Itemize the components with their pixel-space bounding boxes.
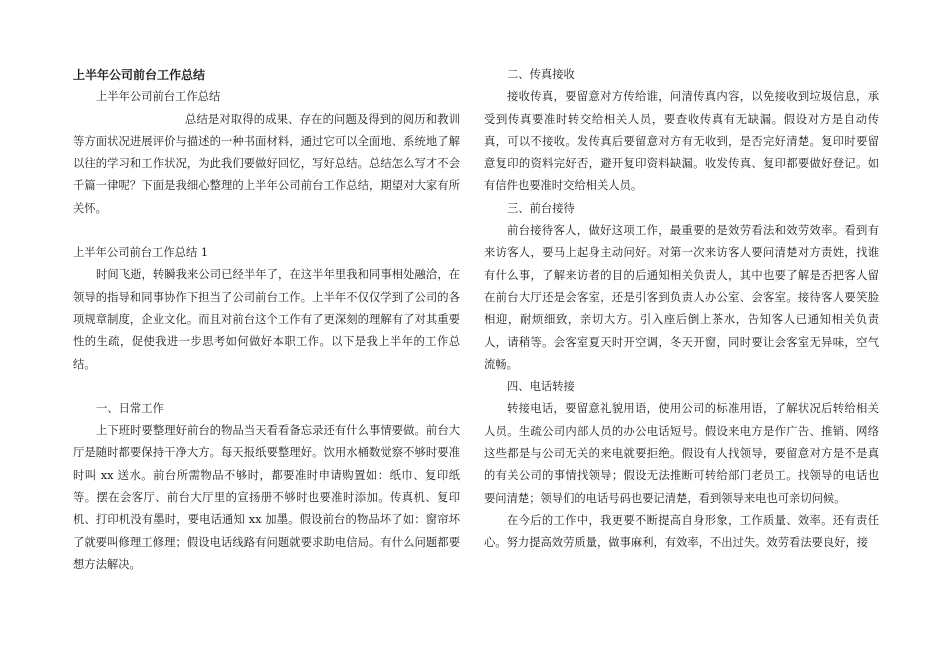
- document-subtitle: 上半年公司前台工作总结: [96, 90, 221, 104]
- spacer: [73, 220, 460, 242]
- daily-work-paragraph: 上下班时要整理好前台的物品当天看看备忘录还有什么事情要做。前台大厅是随时都要保持干净大方。每天报纸要整理好。饮用水桶数觉察不够时要准时叫 xx 送水。前台所需物品不够时，都要准时申请购置如：纸巾、复印纸等。摆在会客厅、前台大厅里的宣扬册不够时也要准时添加。传真机、复印机、打印机没有墨时，要电话通知 xx 加墨。假设前台的物品坏了如：窗帘坏了就要叫修理工修理；假设电话线路有问题就要求助电信局。有什么问题都要想方法解决。: [73, 424, 460, 571]
- right-column: [484, 64, 879, 555]
- section-heading: 上半年公司前台工作总结 1: [73, 246, 209, 260]
- daily-work-heading: 一、日常工作: [96, 401, 164, 415]
- spacer: [73, 376, 460, 398]
- intro-paragraph: 总结是对取得的成果、存在的问题及得到的阅历和教训等方面状况进展评价与描述的一种书面材料，通过它可以全面地、系统地了解以往的学习和工作状况，为此我们要做好回忆，写好总结。总结怎么写才不会千篇一律呢？下面是我细心整理的上半年公司前台工作总结，期望对大家有所关怀。: [73, 112, 460, 215]
- left-column: [73, 64, 460, 576]
- fax-paragraph: 接收传真，要留意对方传给谁，问清传真内容，以免接收到垃圾信息，承受到传真要准时转交给相关人员，要查收传真有无缺漏。假设对方是自动传真，可以不接收。发传真后要留意对方有无收到，是否完好清楚。复印时要留意复印的资料完好否，避开复印资料缺漏。收发传真、复印都要做好登记。如有信件也要准时交给相关人员。: [484, 90, 879, 193]
- phone-paragraph: 转接电话，要留意礼貌用语，使用公司的标准用语，了解状况后转给相关人员。生疏公司内部人员的办公电话短号。假设来电方是作广告、推销、网络这些都是与公司无关的来电就要拒绝。假设有人找领导，要留意对方是不是真的有关公司的事情找领导；假设无法推断可转给部门老员工。找领导的电话也要问清楚；领导们的电话号码也要记清楚，看到领导来电也可亲切问候。: [484, 402, 879, 505]
- reception-paragraph: 前台接待客人，做好这项工作，最重要的是效劳看法和效劳效率。看到有来访客人，要马上起身主动问好。对第一次来访客人要问清楚对方责姓，找谁有什么事，了解来访者的目的后通知相关负责人，其中也要了解是否把客人留在前台大厅还是会客室，还是引客到负责人办公室、会客室。接待客人要笑脸相迎，耐烦细致，亲切大方。引入座后倒上茶水，告知客人已通知相关负责人，请稍等。会客室夏天时开空调，冬天开窗，同时要让会客室无异味，空气流畅。: [484, 224, 879, 371]
- future-paragraph: 在今后的工作中，我更要不断提高自身形象，工作质量、效率。还有责任心。努力提高效劳质量，做事麻利，有效率，不出过失。效劳看法要良好，接: [484, 513, 879, 550]
- document-title: 上半年公司前台工作总结: [73, 68, 206, 82]
- fax-heading: 二、传真接收: [507, 68, 575, 81]
- reception-heading: 三、前台接待: [507, 201, 575, 215]
- opening-paragraph: 时间飞逝，转瞬我来公司已经半年了，在这半年里我和同事相处融洽，在领导的指导和同事协作下担当了公司前台工作。上半年不仅仅学到了公司的各项规章制度，企业文化。而且对前台这个工作有了更深刻的理解有了对其重要性的生疏，促使我进一步思考如何做好本职工作。以下是我上半年的工作总结。: [73, 268, 460, 371]
- phone-heading: 四、电话转接: [507, 380, 575, 394]
